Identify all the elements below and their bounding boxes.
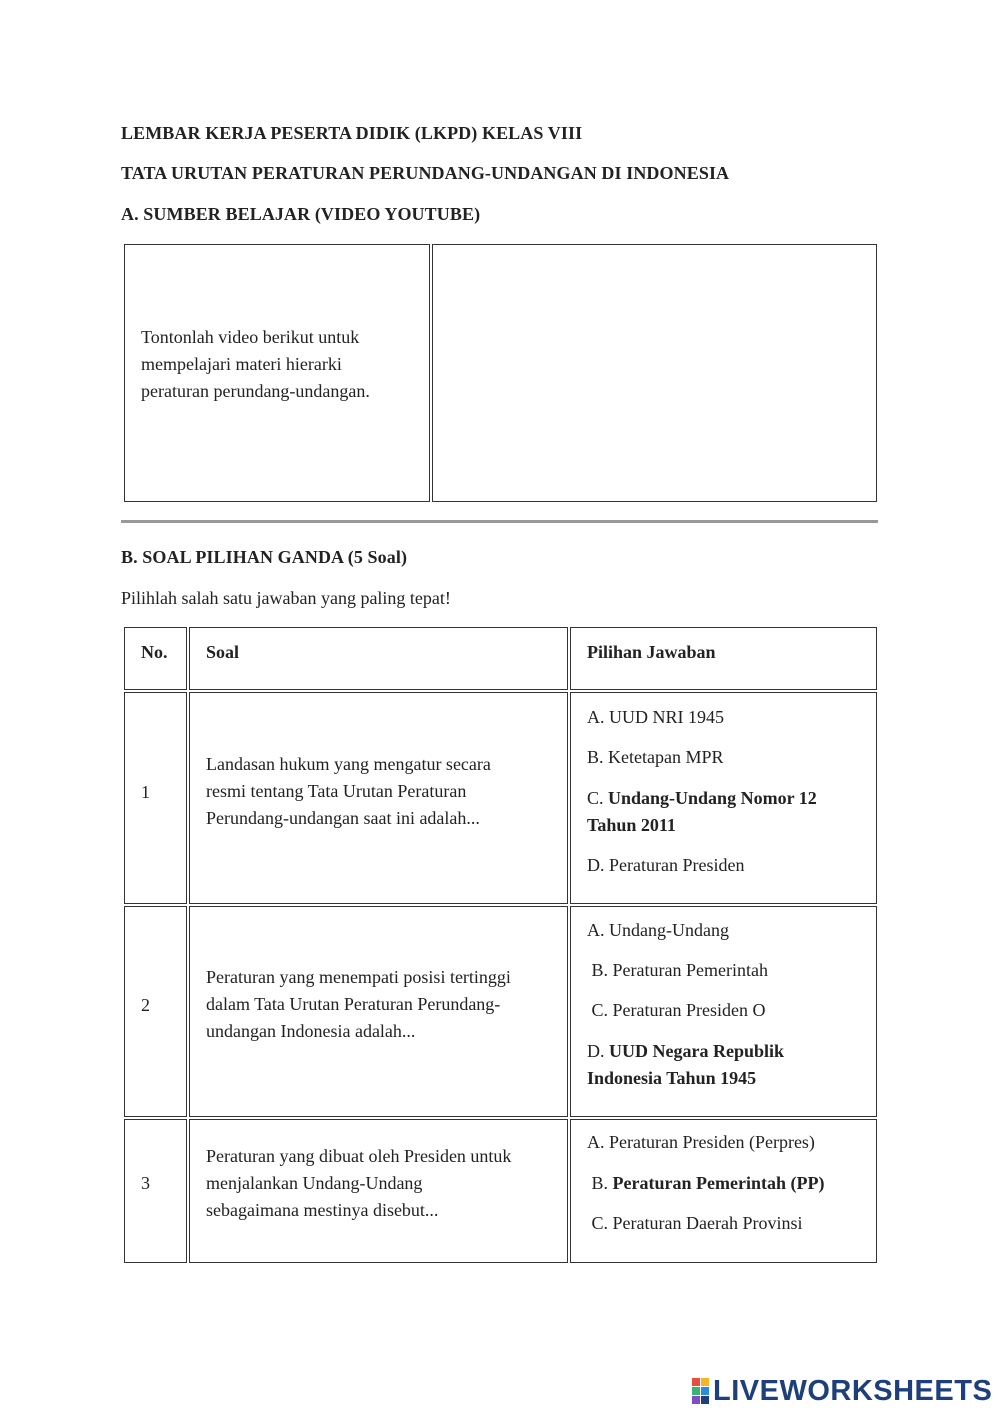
question-line: undangan Indonesia adalah... [206,1021,416,1041]
question-line: dalam Tata Urutan Peraturan Perundang- [206,994,501,1014]
question-line: Perundang-undangan saat ini adalah... [206,808,480,828]
question-line: resmi tentang Tata Urutan Peraturan [206,781,467,801]
question-number: 2 [141,995,150,1015]
liveworksheets-logo [692,1376,992,1406]
worksheet-subtitle: TATA URUTAN PERATURAN PERUNDANG-UNDANGAN DI INDONESIA [121,163,730,183]
option-b[interactable]: B. Peraturan Pemerintah (PP) [587,1173,825,1193]
header-no-cell [124,627,187,690]
option-c[interactable]: C. Peraturan Daerah Provinsi [587,1213,803,1233]
section-b-instruction: Pilihlah salah satu jawaban yang paling tepat! [121,588,451,608]
option-d[interactable]: D. Peraturan Presiden [587,855,745,875]
question-line: Peraturan yang dibuat oleh Presiden untuk [206,1146,512,1166]
section-divider [121,520,878,523]
header-pilihan: Pilihan Jawaban [587,642,716,662]
row2-no-cell [124,906,187,1117]
section-b-heading: B. SOAL PILIHAN GANDA (5 Soal) [121,547,408,567]
option-c[interactable]: C. Undang-Undang Nomor 12 Tahun 2011 [587,788,817,835]
header-soal-cell [189,627,568,690]
question-text [206,1143,511,1224]
option-b[interactable]: B. Peraturan Pemerintah [587,960,768,980]
row3-no-cell [124,1119,187,1263]
row3-soal-cell [189,1119,568,1263]
instruction-line: Tontonlah video berikut untuk [141,327,360,347]
logo-text: LIVEWORKSHEETS [713,1374,993,1407]
instruction-line: peraturan perundang-undangan. [141,381,370,401]
video-embed-area[interactable] [432,244,877,502]
row1-options-cell [570,692,877,904]
option-c[interactable]: C. Peraturan Presiden O [587,1000,766,1020]
question-line: sebagaimana mestinya disebut... [206,1200,439,1220]
header-pilihan-cell [570,627,877,690]
option-a[interactable]: A. UUD NRI 1945 [587,707,724,727]
option-a[interactable]: A. Undang-Undang [587,920,729,940]
option-a[interactable]: A. Peraturan Presiden (Perpres) [587,1132,815,1152]
worksheet-title: LEMBAR KERJA PESERTA DIDIK (LKPD) KELAS VIII [121,123,583,143]
question-line: Peraturan yang menempati posisi tertinggi [206,967,511,987]
question-text [206,964,511,1045]
video-instruction-text [141,324,370,405]
row3-options-cell [570,1119,877,1263]
row2-soal-cell [189,906,568,1117]
instruction-line: mempelajari materi hierarki [141,354,342,374]
option-d[interactable]: D. UUD Negara Republik Indonesia Tahun 1945 [587,1041,785,1088]
question-line: Landasan hukum yang mengatur secara [206,754,491,774]
question-line: menjalankan Undang-Undang [206,1173,423,1193]
row1-soal-cell [189,692,568,904]
question-number: 1 [141,782,150,802]
row1-no-cell [124,692,187,904]
header-soal: Soal [206,642,240,662]
logo-mark-icon [692,1378,709,1404]
question-number: 3 [141,1173,150,1193]
question-text [206,751,491,832]
row2-options-cell [570,906,877,1117]
video-instruction-cell [124,244,430,502]
header-no: No. [141,642,168,662]
section-a-heading: A. SUMBER BELAJAR (VIDEO YOUTUBE) [121,204,481,224]
option-b[interactable]: B. Ketetapan MPR [587,747,724,767]
